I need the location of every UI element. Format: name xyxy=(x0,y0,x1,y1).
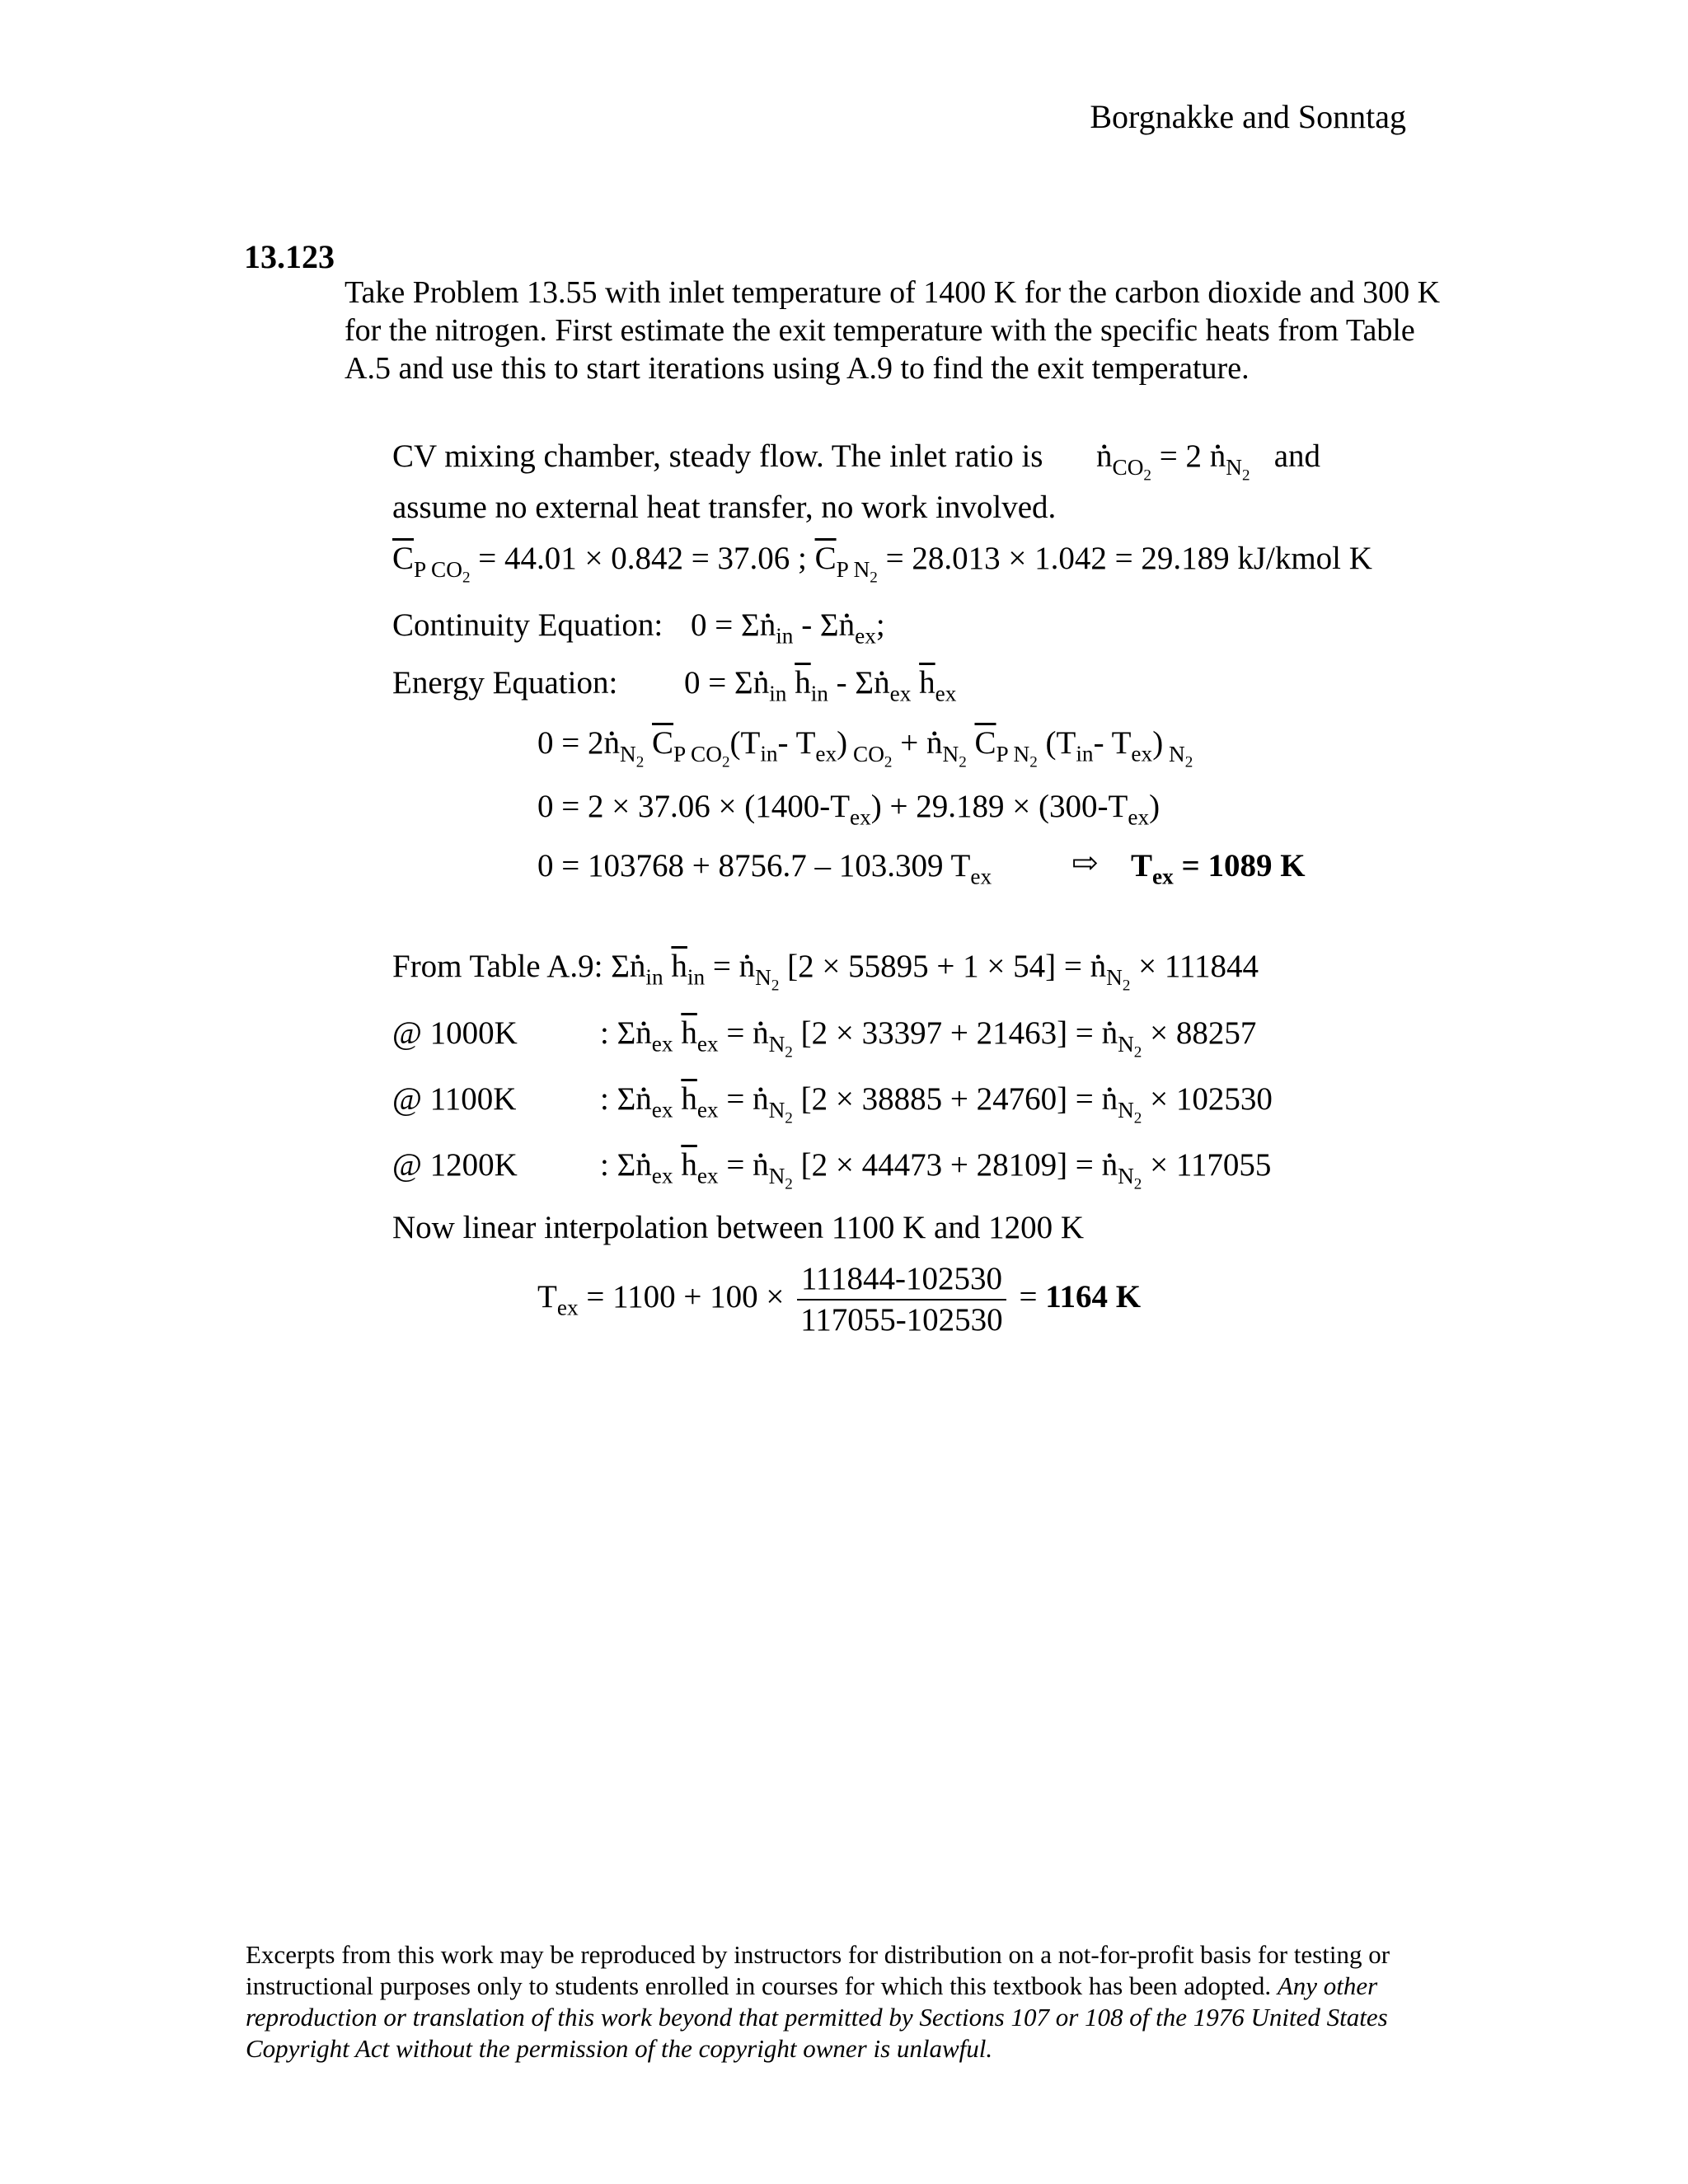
continuity-label: Continuity Equation: xyxy=(392,607,663,643)
row-equation-1100: : Σ• $n_{ex}$ $\overline{h}_{ex}$ = • $n_{N_2}$ [2 × 38885 + 24760] = • $n_{N_2} \times 102530$ xyxy=(600,1080,1273,1119)
cp-co2-value: = 44.01 × 0.842 = 37.06 ; xyxy=(478,541,807,576)
row-temp-1200: @ 1200K xyxy=(392,1147,518,1183)
page-header-authors: Borgnakke and Sonntag xyxy=(1090,98,1406,135)
ratio-rhs: = 2 xyxy=(1159,438,1210,474)
and-text: and xyxy=(1273,438,1321,474)
row-temp-1000: @ 1000K xyxy=(392,1015,518,1051)
cv-description xyxy=(392,437,1043,476)
footer-italic-text: Any other reproduction or translation of this work beyond that permitted by Sections 107 or 108 of the 1976 United States Copyright Act without the permission of the copyright owner is unlawful. xyxy=(246,1971,1388,2063)
inlet-ratio-equation: • $n_{CO_2} = 2$ • $n_{N_2}$ and xyxy=(1096,437,1320,476)
energy-numeric-equation: $0 = 2 \times 37.06 \times (1400-T_{ex}) + 29.189 \times (300-T_{ex})$ xyxy=(537,789,1160,830)
interpolation-equation: $T_{ex} = 1100 + 100$ × $\frac{111844-102530}{117055-102530}$ = 1164 K xyxy=(537,1259,1141,1340)
energy-simplified-equation: 0 = 103768 + 8756.7 – 103.309 $T_{ex}$ xyxy=(537,848,992,889)
energy-label: Energy Equation: xyxy=(392,665,618,701)
energy-expanded-equation: 0 = 2• $n_{N_2}$ $\overline{C}_{P CO_2}(T_{in}-$ $T_{ex}$) $_{CO_2}$ + • $n_{N_2}$ $\overline{C}_{P N_2}$ ($T_{in}-$ $T_{ex}$) $_{N_2}$ xyxy=(537,724,1193,763)
fraction-denominator: 117055-102530 xyxy=(800,1302,1003,1338)
footer-plain-text: Excerpts from this work may be reproduced by instructors for distribution on a not-for-profit basis for testing or instructional purposes only to students enrolled in courses for which this textbook has been adopted. xyxy=(246,1940,1390,2000)
continuity-equation: 0 = Σ• $n_{in}$ - Σ• $n_{ex}$; xyxy=(691,606,885,645)
specific-heats-line: $\overline{C}_{P CO_2} = 44.01 \times 0.842 = 37.06$ ; $\overline{C}_{P N_2} = 28.013 \times 1.042 = 29.189$ kJ/kmol K xyxy=(392,541,1372,587)
row-equation-1000: : Σ• $n_{ex}$ $\overline{h}_{ex}$ = • $n_{N_2}$ [2 × 33397 + 21463] = • $n_{N_2} \times 88257$ xyxy=(600,1014,1256,1053)
row-equation-1200: : Σ• $n_{ex}$ $\overline{h}_{ex}$ = • $n_{N_2}$ [2 × 44473 + 28109] = • $n_{N_2} \times 117055$ xyxy=(600,1146,1271,1185)
table-a9-line: From Table A.9: Σ• $n_{in}$ $\overline{h}_{in}$ = • $n_{N_2}$ [2 × 55895 + 1 × 54] = • $n_{N_2} \times 111844$ xyxy=(392,947,1259,987)
problem-statement: Take Problem 13.55 with inlet temperature of 1400 K for the carbon dioxide and 300 K for the nitrogen. First estimate the exit temperature with the specific heats from Table A.5 and use this to start iterations using A.9 to find the exit temperature. xyxy=(345,275,1441,386)
energy-equation: 0 = Σ• $n_{in}$ $\overline{h}_{in}$ - Σ• $n_{ex}$ $\overline{h}_{ex}$ xyxy=(684,663,956,703)
cp-n2-value: = 28.013 × 1.042 = 29.189 kJ/kmol K xyxy=(885,541,1372,576)
final-result: 1164 K xyxy=(1045,1278,1142,1315)
result-arrow-icon: ⇨ xyxy=(1071,846,1099,881)
fraction-numerator: 111844-102530 xyxy=(797,1259,1006,1301)
interpolation-text: Now linear interpolation between 1100 K and 1200 K xyxy=(392,1210,1085,1245)
first-estimate-result: $T_{ex} = 1089$ K xyxy=(1131,848,1306,889)
cv-text: CV mixing chamber, steady flow. The inlet ratio is xyxy=(392,438,1043,474)
copyright-footer xyxy=(246,1939,1449,2064)
row-temp-1100: @ 1100K xyxy=(392,1081,517,1117)
interpolation-fraction xyxy=(797,1259,1006,1340)
problem-number: 13.123 xyxy=(244,238,335,275)
assume-text: assume no external heat transfer, no work involved. xyxy=(392,490,1057,525)
